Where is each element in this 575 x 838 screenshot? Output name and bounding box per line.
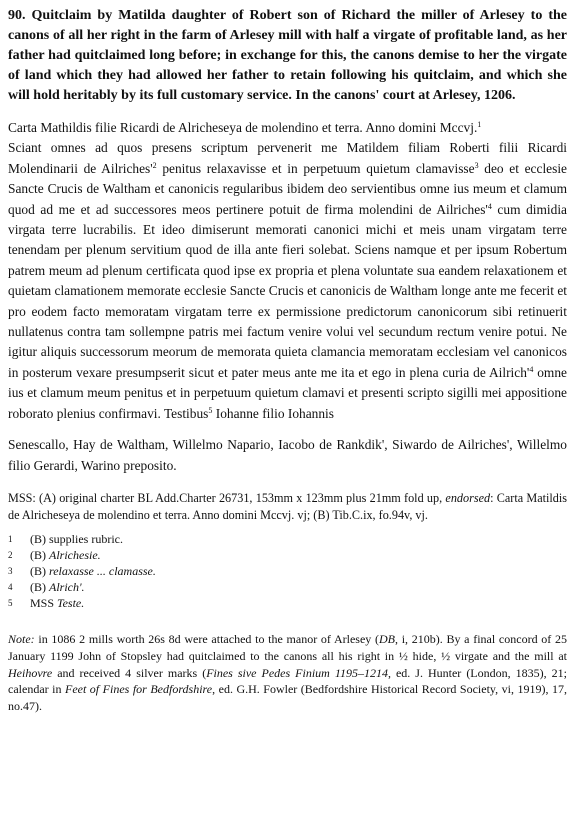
body-text: omne ius et clamum meum penitus et in perpetuum quietum clamavi et presenti scripto sigilli mei appositione roborato plenius confirmavi. Testibus (8, 364, 567, 421)
entry-number: 90. (8, 8, 26, 23)
note-italic: Alrich'. (49, 580, 85, 595)
body-text: Sciant omnes ad quos presens scriptum pervenerit me Matildem filiam Roberti filii Ricardi Molendinarii de Ailriches' (8, 140, 567, 176)
note-number: 2 (8, 550, 13, 561)
body-text: deo et ecclesie Sancte Crucis de Waltham et canonicis regularibus ibidem deo servientibus omne ius meum et clamum quod ad me et ad successores meos pertinere potuit de firma molendini de Ailriches' (8, 160, 567, 217)
document-page (8, 6, 567, 715)
rubric-text: Carta Mathildis filie Ricardi de Alricheseya de molendino et terra. Anno domini Mccvj. (8, 120, 478, 135)
note-text: , i, 210b). By a final concord of 25 January 1199 John of Stopsley had quitclaimed to the canons all his right in ½ hide, ½ virgate and the mill at (8, 632, 567, 663)
note-italic: Feet of Fines for Bedfordshire (64, 682, 213, 697)
note-label: Note: (8, 632, 35, 647)
note-text: (B) (30, 564, 49, 579)
witness-list: Senescallo, Hay de Waltham, Willelmo Napario, Iacobo de Rankdik', Siwardo de Ailriches', Willelmo filio Gerardi, Warino preposito. (8, 437, 567, 474)
variant-note (8, 595, 567, 611)
note-italic: DB (378, 632, 395, 647)
footnote-ref: 2 (152, 161, 157, 171)
editorial-note (8, 631, 567, 715)
note-text: MSS (30, 596, 58, 611)
body-text: penitus relaxavisse et in perpetuum quietum clamavisse (156, 160, 475, 176)
entry-heading (8, 6, 567, 106)
note-text: (B) (30, 548, 49, 563)
charter-body (8, 138, 567, 424)
note-text: in 1086 2 mills worth 26s 8d were attached to the manor of Arlesey ( (34, 632, 379, 647)
variant-note (8, 563, 567, 579)
rubric (8, 118, 567, 138)
note-text: , ed. J. Hunter (London, 1835), 21; calendar in (8, 665, 567, 697)
note-italic: Heihovre (8, 665, 53, 680)
variant-note (8, 579, 567, 595)
note-number: 3 (8, 566, 13, 577)
note-number: 1 (8, 534, 13, 545)
mss-text: MSS: (A) original charter BL Add.Charter 26731, 153mm x 123mm plus 21mm fold up, (8, 491, 446, 506)
body-text: Iohanne filio Iohannis (212, 405, 334, 421)
note-italic: Alrichesie. (49, 548, 101, 563)
note-number: 5 (8, 598, 13, 609)
manuscript-sources (8, 490, 567, 523)
footnote-ref: 1 (477, 120, 482, 130)
body-text: cum dimidia virgata terre lucrabilis. Et ideo dimiserunt memorati canonici michi et meis unam virgatam terre tenendam per plenum servitium quod de illa ante fieri solebat. Sciens namque et per ipsum Robertum patrem meum ad plenum certificata quod ipse ex propria et plena voluntate sua eandem relaxationem et quietam clamationem memorate ecclesie Sancte Crucis et canonicis de Waltham longe ante me fecerit et pro eodem facto memoratam virgatam terre ex permissione predictorum canonicorum sibi retinuerit nullatenus contra tam sollempne patris mei factum venire volui vel secundum rectum venire potui. Ne igitur aliquis successorum meorum de memorata quieta clamancia memoratam ecclesiam vel canonicos in posterum vexare presumpserit sicut et pater meus ante me ita et ego in plena curia de Ailrich' (8, 201, 567, 380)
note-italic: Fines sive Pedes Finium 1195–1214 (206, 665, 388, 680)
footnote-ref: 4 (529, 365, 534, 375)
variant-note (8, 547, 567, 563)
note-text: (B) supplies rubric. (30, 532, 123, 547)
mss-endorsed: endorsed (445, 491, 491, 506)
note-italic: Teste. (57, 596, 85, 611)
note-text: , ed. G.H. Fowler (Bedfordshire Historical Record Society, vi, 1919), 17, no.47). (8, 682, 567, 714)
variant-notes (8, 531, 567, 611)
note-italic: relaxasse ... clamasse. (49, 564, 156, 579)
variant-note (8, 531, 567, 547)
footnote-ref: 4 (487, 201, 492, 211)
note-text: and received 4 silver marks ( (52, 665, 207, 680)
footnote-ref: 3 (474, 161, 479, 171)
charter-text (8, 118, 567, 476)
note-number: 4 (8, 582, 13, 593)
mss-text: : Carta Matildis de Alricheseya de molendino et terra. Anno domini Mccvj. vj; (B) Tib.C.ix, fo.94v, vj. (8, 491, 568, 522)
footnote-ref: 5 (208, 405, 213, 415)
entry-summary: Quitclaim by Matilda daughter of Robert son of Richard the miller of Arlesey to the canons of all her right in the farm of Arlesey mill with half a virgate of profitable land, as her father had quitclaimed long before; in exchange for this, the canons demise to her the virgate of land which they had allowed her father to retain following his quitclaim, and which she will hold heritably by its full customary service. In the canons' court at Arlesey, 1206. (8, 8, 567, 103)
note-text: (B) (30, 580, 49, 595)
